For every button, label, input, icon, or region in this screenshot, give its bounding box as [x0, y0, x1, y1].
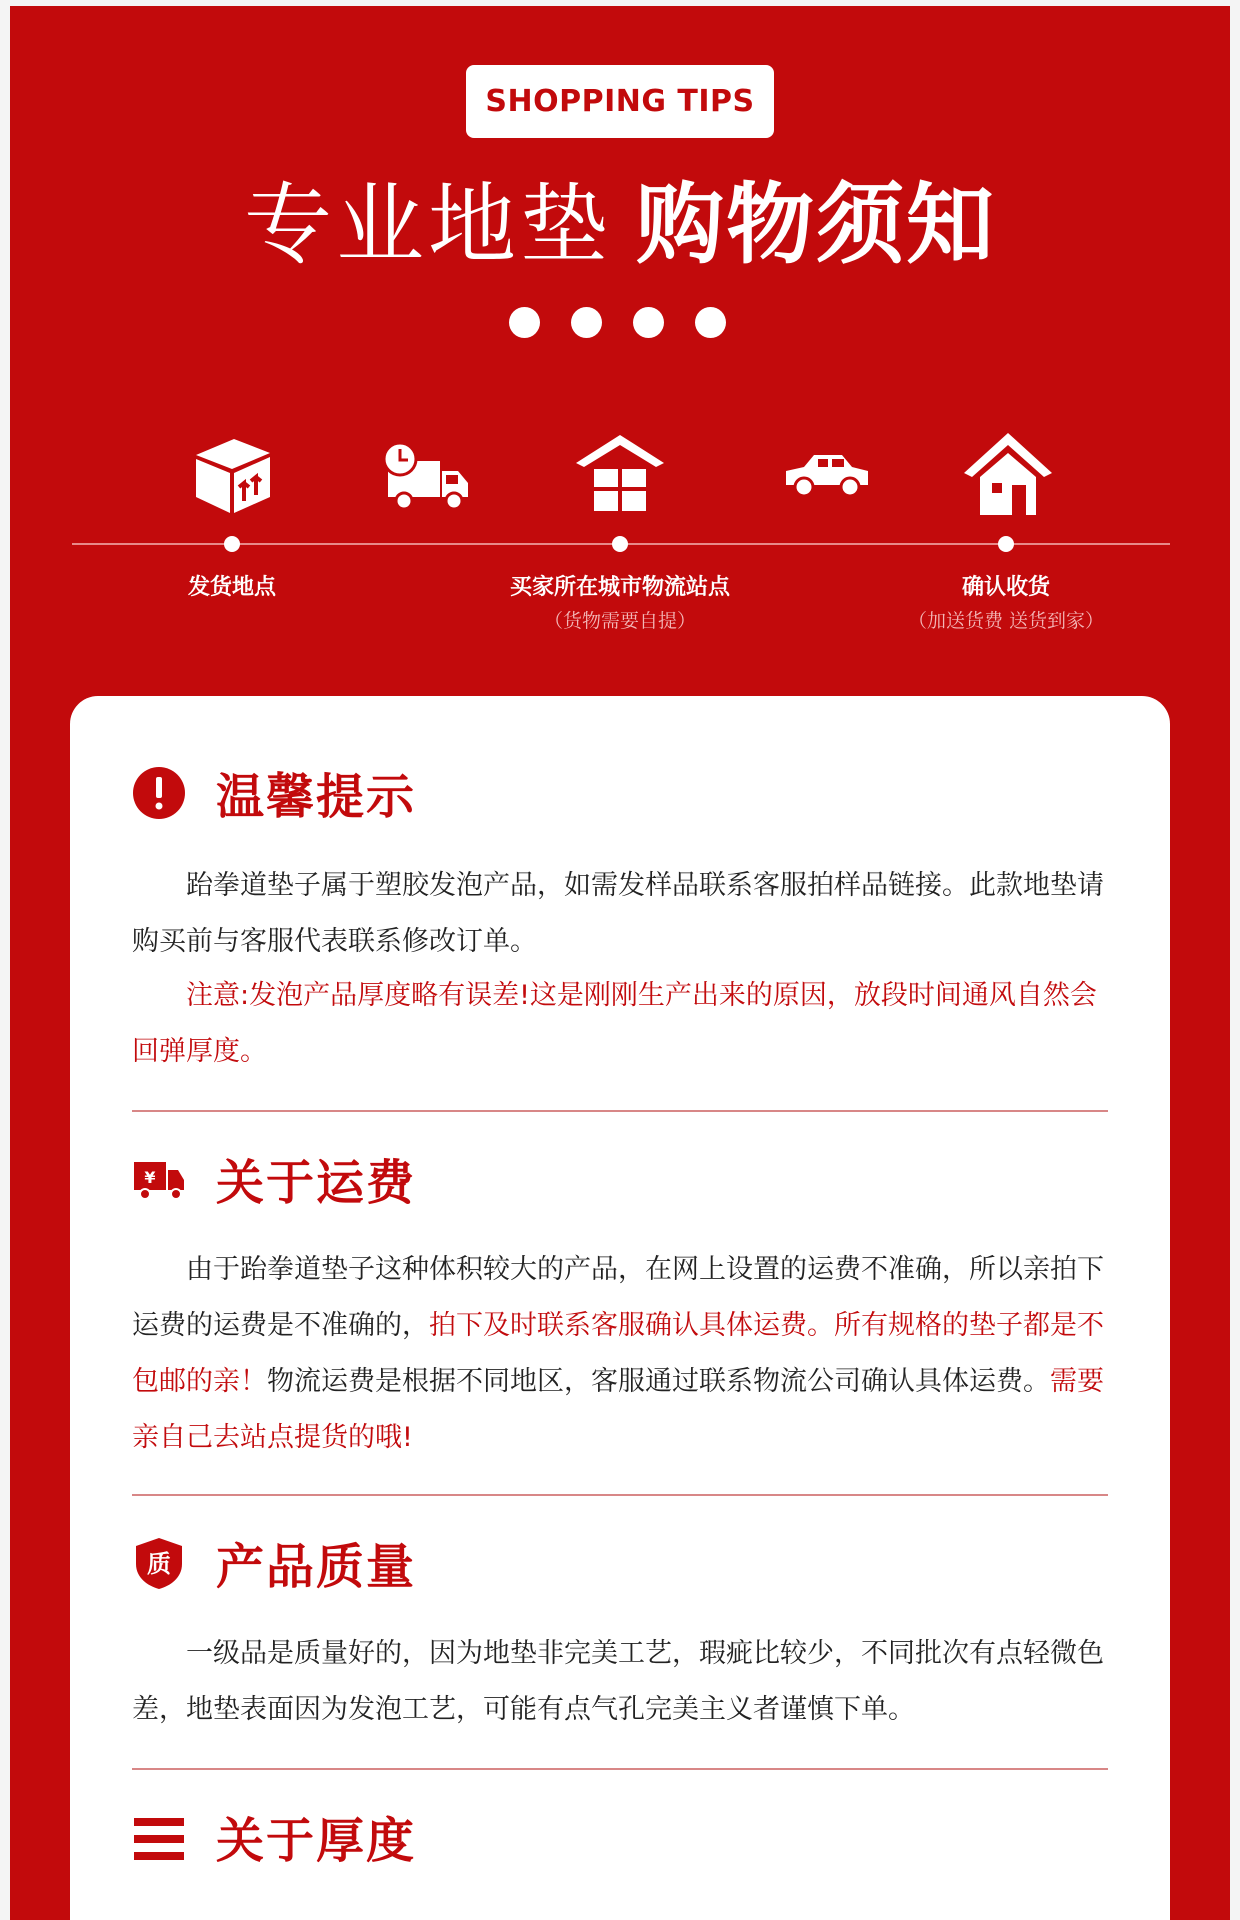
step-sub-self-pickup: （货物需要自提）: [543, 610, 697, 632]
pager-dot: [571, 307, 602, 338]
three-lines-icon: [132, 1812, 186, 1866]
step-sub-home-delivery: （加送货费 送货到家）: [907, 610, 1105, 632]
step-label-city-station: 买家所在城市物流站点: [509, 575, 731, 600]
step-label-ship-origin: 发货地点: [187, 575, 277, 600]
quality-badge-char: 质: [147, 1550, 171, 1578]
right-border: [1230, 0, 1240, 1920]
title-light: 专业地垫: [243, 173, 612, 276]
top-border: [0, 0, 1240, 6]
section-title-tips: 温馨提示: [216, 769, 417, 825]
pager-dot: [633, 307, 664, 338]
quality-shield-icon: [132, 1536, 186, 1590]
section-divider: [132, 1110, 1108, 1112]
shipping-paragraph: [132, 1242, 1108, 1466]
shipping-text-red: 拍下及时联系客服确认具体运费。所有规格的垫子都是不包邮的亲！: [132, 1310, 1104, 1397]
page-title: [0, 170, 1240, 280]
shipping-text-c: 物流运费是根据不同地区，客服通过联系物流公司确认具体运费。: [267, 1366, 1050, 1397]
package-box-icon: [184, 425, 280, 521]
section-title-shipping: 关于运费: [216, 1155, 417, 1211]
shipping-text-pickup: 需要亲自己去站点提货的哦!: [132, 1366, 1104, 1453]
timeline-dot: [998, 536, 1014, 552]
quality-text: 一级品是质量好的，因为地垫非完美工艺，瑕疵比较少，不同批次有点轻微色差，地垫表面因为发泡工艺，可能有点气孔完美主义者谨慎下单。: [132, 1638, 1104, 1725]
svg-text:¥: ¥: [144, 1168, 156, 1187]
delivery-truck-clock-icon: [378, 425, 474, 521]
tips-text: 跆拳道垫子属于塑胶发泡产品，如需发样品联系客服拍样品链接。此款地垫请购买前与客服代表联系修改订单。: [132, 870, 1104, 957]
tips-note-paragraph: [132, 968, 1108, 1080]
title-bold: 购物须知: [636, 173, 997, 276]
section-divider: [132, 1768, 1108, 1770]
timeline-dot: [224, 536, 240, 552]
freight-truck-icon: [132, 1152, 186, 1206]
timeline-dot: [612, 536, 628, 552]
tips-paragraph: [132, 858, 1108, 970]
section-title-quality: 产品质量: [216, 1539, 417, 1595]
section-title-thickness: 关于厚度: [216, 1813, 417, 1869]
exclamation-circle-icon: [132, 766, 186, 820]
warehouse-icon: [572, 425, 668, 521]
tips-note: 注意:发泡产品厚度略有误差!这是刚刚生产出来的原因，放段时间通风自然会回弹厚度。: [132, 980, 1097, 1067]
step-label-confirm-receipt: 确认收货: [961, 575, 1051, 600]
left-border: [0, 0, 10, 1920]
shopping-tips-badge: SHOPPING TIPS: [466, 65, 774, 138]
house-icon: [960, 425, 1056, 521]
shipping-text-a: 由于跆拳道垫子这种体积较大的产品，在网上设置的运费不准确，所以亲拍下运费的运费是不准确的，: [132, 1254, 1104, 1341]
section-divider: [132, 1494, 1108, 1496]
quality-paragraph: [132, 1626, 1108, 1738]
pager-dot: [695, 307, 726, 338]
pager-dot: [509, 307, 540, 338]
pager-dots: [509, 307, 726, 338]
car-icon: [778, 425, 874, 521]
